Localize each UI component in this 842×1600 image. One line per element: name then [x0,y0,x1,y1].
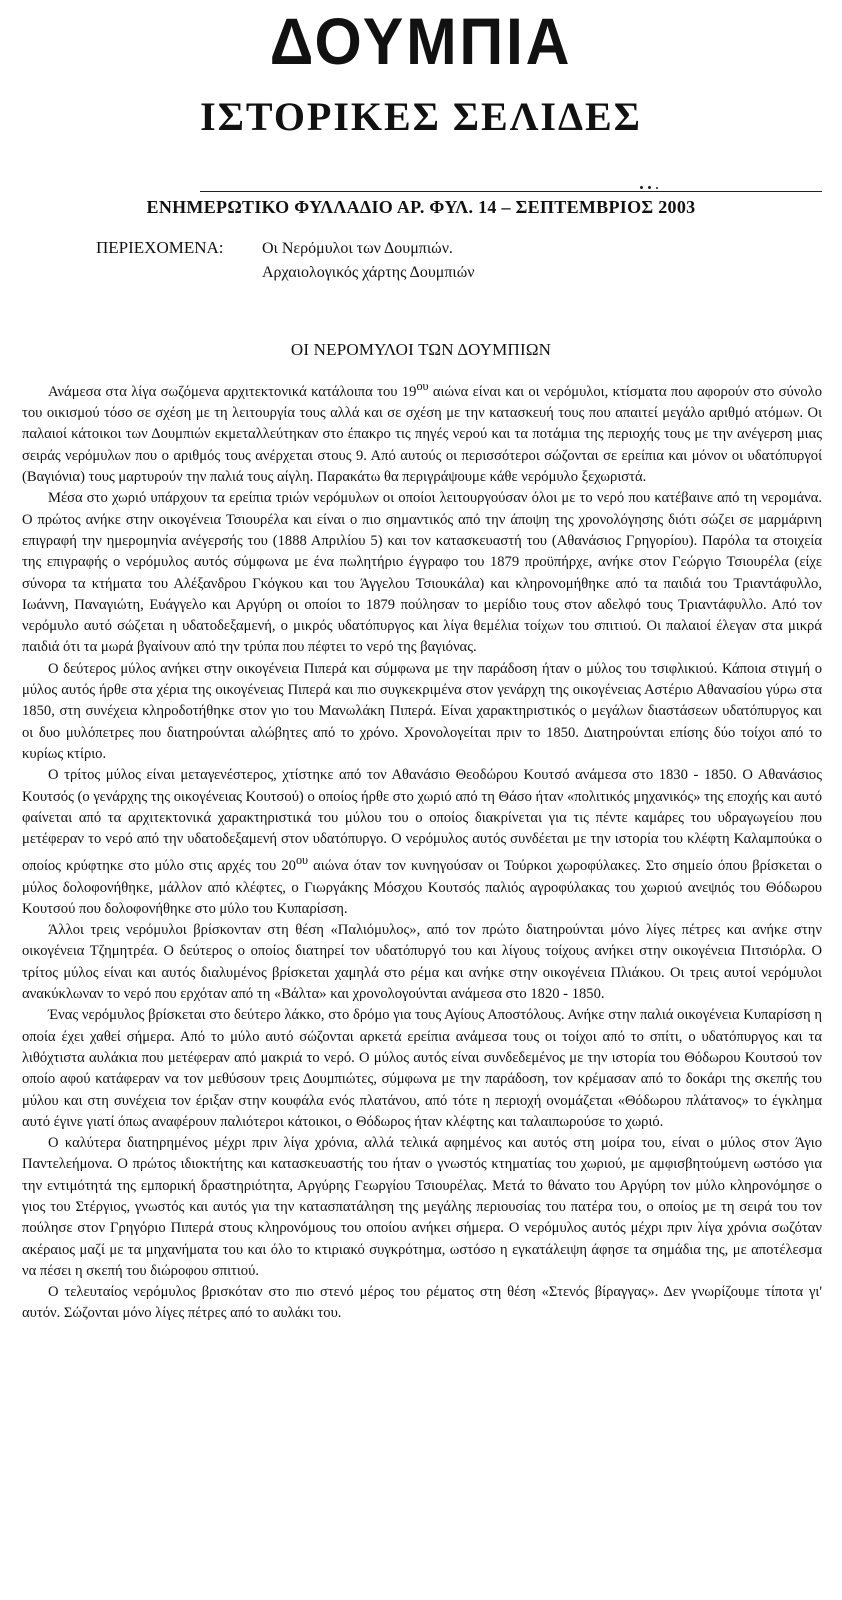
scan-speck [640,186,643,189]
contents-item: Οι Νερόμυλοι των Δουμπιών. [262,240,453,257]
header-divider [200,191,822,192]
paragraph: Ο τρίτος μύλος είναι μεταγενέστερος, χτίστηκε από τον Αθανάσιο Θεοδώρου Κουτσό ανάμεσα στο 1830 - 1850. Ο Αθανάσιος Κουτσός (ο γενάρχης της οικογένειας Κουτσού) ο οποίος ήρθε στο χωριό από τη Θάσο ήταν «πολιτικός μηχανικός» της εποχής και αυτό φαίνεται από τα αρχιτεκτονικά χαρακτηριστικά του μύλου του ο οποίος διακρίνεται για τις πέντε καμάρες του υδραγωγείου που μετέφεραν το νερό από την υδατοδεξαμενή στον υδατόπυργο. Ο νερόμυλος αυτός συνδέεται με την ιστορία του κλέφτη Καλαμπούκα ο οποίος κρύφτηκε στο μύλο στις αρχές του $20^{o\upsilon}$ αιώνα όταν τον κυνηγούσαν οι Τούρκοι χωροφύλακες. Στο σημείο όπου βρίσκεται ο μύλος δολοφονήθηκε, μάλλον από κλέφτες, ο Γιωργάκης Μόσχου Κουτσός παλιός αγροφύλακας του χωριού ανεψιός του Θόδωρου Κουτσού που δολοφονήθηκε στο μύλο του Κυπαρίσση. [22,767,822,917]
scan-speck [648,186,651,189]
issue-line: ΕΝΗΜΕΡΩΤΙΚΟ ΦΥΛΛΑΔΙΟ ΑΡ. ΦΥΛ. 14 – ΣΕΠΤΕΜΒΡΙΟΣ 2003 [146,197,696,217]
paragraph: Ο καλύτερα διατηρημένος μέχρι πριν λίγα χρόνια, αλλά τελικά αφημένος και αυτός στη μοίρα του, είναι ο μύλος στον Άγιο Παντελεήμονα. Ο πρώτος ιδιοκτήτης και κατασκευαστής του ήταν ο γνωστός κτηματίας του χωριού, με αμφισβητούμενη ωστόσο για την εντιμότητά της εμπορική δραστηριότητα, Αργύρης Γεωργίου Τσιουρέλας. Μετά το θάνατο του Αργύρη τον μύλο κληρονόμησε ο γιος του Στέργιος, γνωστός και αυτός για την κατασπατάληση της μεγάλης περιουσίας του πατέρα του, ο οποίος με τη σειρά του τον πούλησε στον Γρηγόριο Πιπερά στους κληρονόμους του οποίου ανήκει σήμερα. Ο νερόμυλος αυτός μέχρι πριν λίγα χρόνια σωζόταν ακέραιος μαζί με τα μηχανήματα του και όλο το κτιριακό συγκρότημα, ωστόσο η εγκατάλειψη άφησε τα σημάδια της, με αποτέλεσμα να πέσει η σκεπή του διώροφου σπιτιού. [22,1135,822,1279]
scan-speck [656,187,658,189]
paragraph: Άλλοι τρεις νερόμυλοι βρίσκονταν στη θέση «Παλιόμυλος», από τον πρώτο διατηρούνται μόνο λίγες πέτρες και ανήκε στην οικογένεια Τζημητρέα. Ο δεύτερος ο οποίος διατηρεί τον υδατόπυργό του και λίγους τοίχους ανήκει στην οικογένεια Πιτσιόρλα. Ο τρίτος μύλος είναι και αυτός διαλυμένος βρίσκεται χαμηλά στο ρέμα και ανήκε στην οικογένεια Πλιάκου. Οι τρεις αυτοί νερόμυλοι ανακύκλωναν το νερό που ερχόταν από τη «Βάλτα» και χρονολογούνται ανάμεσα στο 1820 - 1850. [22,922,822,1003]
paragraph: Ο τελευταίος νερόμυλος βρισκόταν στο πιο στενό μέρος του ρέματος στη θέση «Στενός βίραγγας». Δεν γνωρίζουμε τίποτα γι' αυτόν. Σώζονται μόνο λίγες πέτρες από το αυλάκι του. [22,1284,822,1322]
paragraph: Ένας νερόμυλος βρίσκεται στο δεύτερο λάκκο, στο δρόμο για τους Αγίους Αποστόλους. Ανήκε στην παλιά οικογένεια Κυπαρίσση η οποία έχει χαθεί σήμερα. Από το μύλο αυτό σώζονται αρκετά ερείπια ανάμεσα τους οι τοίχοι από το σπίτι, ο υδατόπυργος και τα λιθόχτιστα αυλάκια που μετέφεραν από μακριά το νερό. Ο μύλος αυτός είναι συνδεδεμένος με την ιστορία του Θόδωρου Κουτσού τον οποίο αφού κατάφεραν να τον μεθύσουν τρεις Δουμπιώτες, σύμφωνα με την παράδοση, τον κρέμασαν από το δοκάρι της σκεπής του μύλου και στη συνέχεια τον έριξαν στην κουφάλα ενός πλατάνου, από τότε η περιοχή ονομάζεται «Θόδωρου πλάτανος» το έγκλημα αυτό έγινε γιατί όπως αναφέρουν παλιότεροι κάτοικοι, ο Θόδωρος ήταν κλέφτης και ταλαιπωρούσε το χωριό. [22,1007,822,1130]
contents-label: ΠΕΡΙΕΧΟΜΕΝΑ: [96,238,224,257]
masthead-subtitle: ΙΣΤΟΡΙΚΕΣ ΣΕΛΙΔΕΣ [200,94,642,139]
paragraph: Μέσα στο χωριό υπάρχουν τα ερείπια τριών νερόμυλων οι οποίοι λειτουργούσαν όλοι με το νερό που κατέβαινε από τη νερομάνα. Ο πρώτος ανήκε στην οικογένεια Τσιουρέλα και είναι ο πιο σημαντικός από την άποψη της χρονολόγησης διότι σώζει σε μαρμάρινη επιγραφή την ημερομηνία ανέγερσής του (1888 Απριλίου 5) και τον κατασκευαστή του (Αθανάσιος Γρηγορίου). Παρόλα τα στοιχεία της επιγραφής ο νερόμυλος αυτός σύμφωνα με ένα πωλητήριο έγγραφο του 1879 προϋπήρχε, ανήκε στον Γεώργιο Τσιουρέλα (είχε σύνορα τα κτήματα του Αλέξανδρου Γκόγκου και του Άγγελου Τσιουκάλα) και κληρονομήθηκε από τα παιδιά του Τριαντάφυλλο, Ιωάννη, Παναγιώτη, Ευάγγελο και Αργύρη οι οποίοι το 1879 πούλησαν το μερίδιο τους στον αδελφό τους Τριαντάφυλλο. Από τον νερόμυλο αυτό σώζεται η υδατοδεξαμενή, ο μικρός υδατόπυργος και λίγα θεμέλια τοίχων του σπιτιού. Οι παλαιοί έλεγαν στα μικρά παιδιά ότι τα μωρά βγαίνουν από την τρύπα που πέφτει το νερό της βαγιόνας. [22,490,822,656]
paragraph: Ανάμεσα στα λίγα σωζόμενα αρχιτεκτονικά κατάλοιπα του $19^{o\upsilon}$ αιώνα είναι και οι νερόμυλοι, κτίσματα που αφορούν στο σύνολο του οικισμού τόσο σε σχέση με τη λειτουργία τους αλλά και σε σχέση με την κατασκευή τους που απαιτεί μεγάλο αριθμό ατόμων. Οι παλαιοί κάτοικοι των Δουμπιών εκμεταλλεύτηκαν στο έπακρο τις πηγές νερού και τα ποτάμια της περιοχής τους με την ανέγερση μιας σειράς νερόμυλων που ο αριθμός τους ανέρχεται στους 9. Από αυτούς οι περισσότεροι σώζονται σε ερείπια και μόνον οι υδατόπυργοί (Βαγιόνια) τους μαρτυρούν την παλιά τους αίγλη. Παρακάτω θα περιγράψουμε κάθε νερόμυλο ξεχωριστά. [22,379,823,486]
contents-item: Αρχαιολογικός χάρτης Δουμπιών [262,264,475,281]
article-body [22,376,822,1325]
masthead-title: ΔΟΥΜΠΙΑ [269,4,573,78]
article-title: ΟΙ ΝΕΡΟΜΥΛΟΙ ΤΩΝ ΔΟΥΜΠΙΩΝ [290,340,552,359]
paragraph: Ο δεύτερος μύλος ανήκει στην οικογένεια Πιπερά και σύμφωνα με την παράδοση ήταν ο μύλος του τσιφλικιού. Κάποια στιγμή ο μύλος αυτός ήρθε στα χέρια της οικογένειας Πιπερά και πιο συγκεκριμένα στον γενάρχη της οικογένειας Αστέριο Αθανασίου γύρω στα 1850, στη συνέχεια κληροδοτήθηκε στον γιο του Μανωλάκη Πιπερά. Είναι χαρακτηριστικός ο μεγάλων διαστάσεων υδατόπυργος και οι δυο μυλόπετρες που διατηρούνται αλώβητες από το χρόνο. Χρονολογείται πριν το 1850. Διατηρούνται επίσης δύο τοίχοι από το κυρίως κτίριο. [22,660,822,762]
